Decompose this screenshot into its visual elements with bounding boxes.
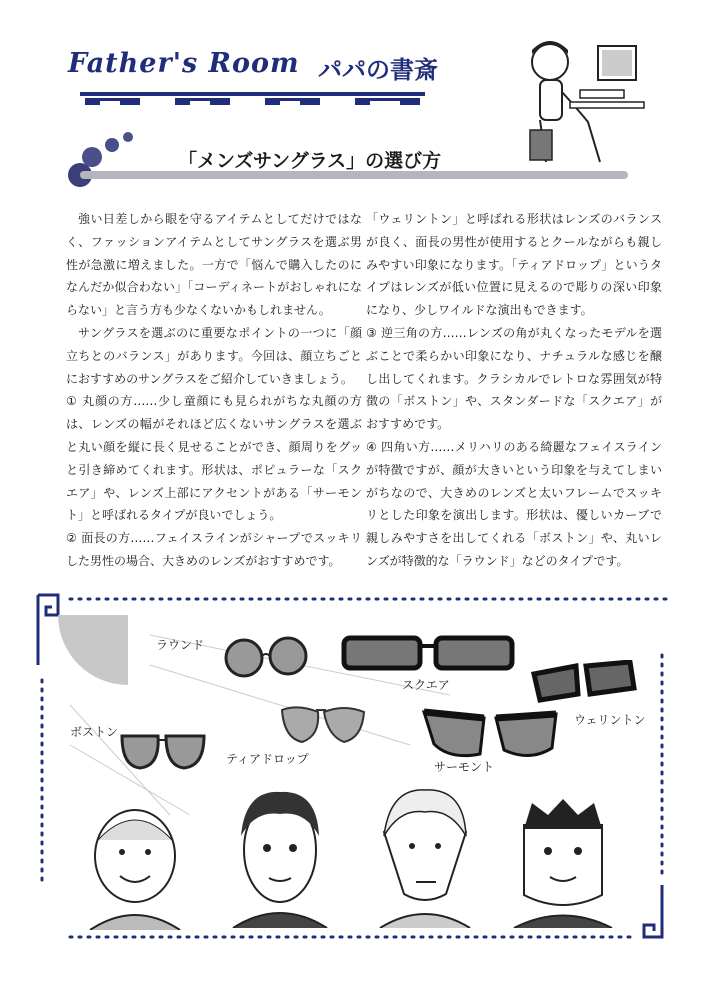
paragraph: ② 面長の方……フェイスラインがシャープでスッキリした男性の場合、大きめのレンズがおすすめです。 — [66, 531, 362, 568]
paragraph: 強い日差しから眼を守るアイテムとしてだけではなく、ファッションアイテムとしてサングラスを選ぶ男性が急激に増えました。一方で「悩んで購入したのになんだか似合わない」「コーディネートがおしゃれにならない」と言う方も少なくないかもしれません。 — [66, 212, 362, 318]
square-face-man-image — [508, 795, 618, 928]
round-face-man-image — [80, 800, 190, 930]
sirmont-glasses-image — [420, 704, 560, 764]
label-sirmont: サーモント — [434, 760, 495, 774]
paragraph: ③ 逆三角の方……レンズの角が丸くなったモデルを選ぶことで柔らかい印象になり、ナチュラルな感じを醸し出してくれます。クラシカルでレトロな雰囲気が特徴の「ボストン」や、スタンダードな「スクエア」がおすすめです。 — [366, 325, 662, 432]
header-title-en: Father's Room — [68, 48, 300, 79]
body-column-left — [66, 208, 362, 573]
body-column-right — [366, 208, 662, 573]
header-title-jp: パパの書斎 — [318, 56, 438, 84]
paragraph: ① 丸顔の方……少し童顔にも見られがちな丸顔の方は、レンズの幅がそれほど広くないサングラスを選ぶと丸い顔を縦に長く見せることができ、顔周りをグッと引き締めてくれます。形状は、ポピュラーな「スクエア」や、レンズ上部にアクセントがある「サーモント」と呼ばれるタイプが良いでしょう。 — [66, 394, 362, 523]
square-glasses-image — [340, 632, 520, 672]
triangle-face-man-image — [370, 782, 480, 928]
wellington-glasses-image — [530, 660, 640, 704]
label-boston: ボストン — [70, 725, 119, 739]
label-square: スクエア — [402, 678, 450, 692]
paragraph: サングラスを選ぶのに重要なポイントの一つに「顔立ちとのバランス」があります。今回は、顔立ちごとにおすすめのサングラスをご紹介していきましょう。 — [66, 325, 362, 386]
paragraph: 「ウェリントン」と呼ばれる形状はレンズのバランスが良く、面長の男性が使用するとクールながらも親しみやすい印象になります。「ティアドロップ」というタイプはレンズが低い位置に見えるので彫りの深い印象になり、少しワイルドな演出もできます。 — [366, 212, 662, 318]
header-banner — [80, 92, 425, 106]
boston-glasses-image — [118, 728, 208, 772]
section-title: 「メンズサングラス」の選び方 — [178, 150, 442, 172]
teardrop-glasses-image — [278, 702, 368, 748]
label-wellington: ウェリントン — [574, 713, 646, 727]
long-face-man-image — [225, 780, 335, 928]
paragraph: ④ 四角い方……メリハリのある綺麗なフェイスラインが特徴ですが、顔が大きいという印象を与えてしまいがちなので、大きめのレンズと太いフレームでスッキリとした印象を演出します。形状は、優しいカーブで親しみやすさを出してくれる「ボストン」や、丸いレンズが特徴的な「ラウンド」などのタイプです。 — [366, 439, 662, 568]
round-glasses-image — [222, 632, 312, 682]
label-round: ラウンド — [156, 638, 205, 652]
label-teardrop: ティアドロップ — [226, 752, 309, 766]
